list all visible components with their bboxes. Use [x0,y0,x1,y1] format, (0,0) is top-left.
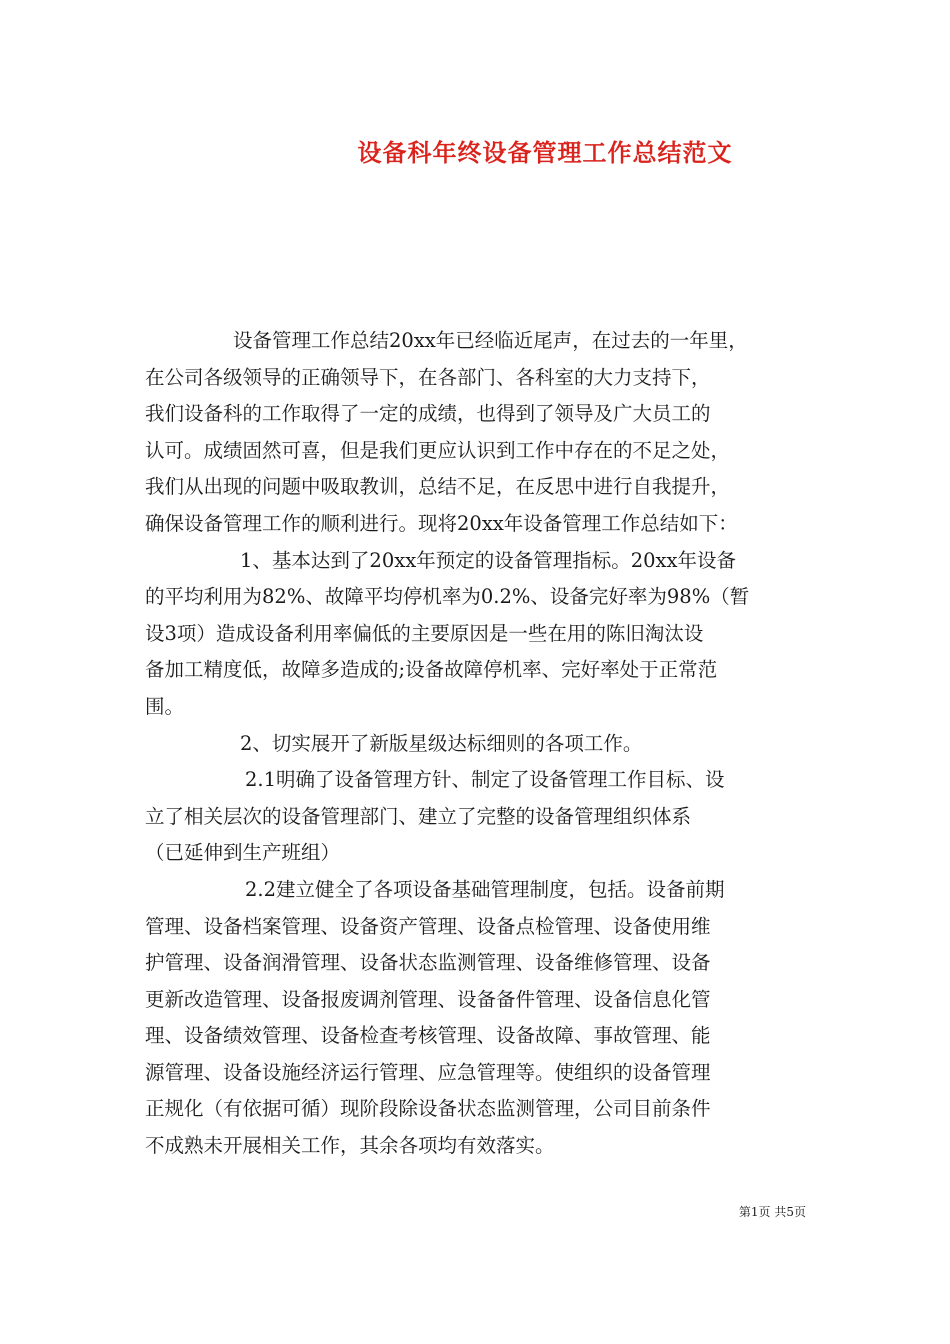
paragraph-item-2-1 [145,762,810,872]
text-line: 2.2建立健全了各项设备基础管理制度，包括。设备前期 [245,877,725,901]
text-line: 在公司各级领导的正确领导下，在各部门、各科室的大力支持下， [145,365,711,389]
text-line: 设3项）造成设备利用率偏低的主要原因是一些在用的陈旧淘汰设 [145,621,704,645]
text-line: 确保设备管理工作的顺利进行。现将20xx年设备管理工作总结如下： [145,511,738,535]
document-body [145,323,810,1165]
text-line: 1、基本达到了20xx年预定的设备管理指标。20xx年设备 [240,548,737,572]
paragraph-item-2-2 [145,872,810,1165]
text-line: （已延伸到生产班组） [145,841,341,865]
page-number-footer: 第1页 共5页 [738,1205,806,1219]
text-line: 我们设备科的工作取得了一定的成绩，也得到了领导及广大员工的 [145,402,711,426]
document-title: 设备科年终设备管理工作总结范文 [357,138,733,167]
text-line: 2.1明确了设备管理方针、制定了设备管理工作目标、设 [245,768,725,792]
text-line: 我们从出现的问题中吸取教训，总结不足，在反思中进行自我提升， [145,475,731,499]
text-line: 2、切实展开了新版星级达标细则的各项工作。 [240,731,643,755]
paragraph-intro [145,323,810,543]
text-line: 更新改造管理、设备报废调剂管理、设备备件管理、设备信息化管 [145,987,711,1011]
text-line: 源管理、设备设施经济运行管理、应急管理等。使组织的设备管理 [145,1060,711,1084]
text-line: 设备管理工作总结20xx年已经临近尾声，在过去的一年里， [233,329,748,352]
paragraph-item-2 [145,726,810,763]
text-line: 立了相关层次的设备管理部门、建立了完整的设备管理组织体系 [145,804,692,828]
text-line: 正规化（有依据可循）现阶段除设备状态监测管理，公司目前条件 [145,1097,711,1121]
paragraph-item-1 [145,543,810,726]
text-line: 不成熟未开展相关工作，其余各项均有效落实。 [145,1134,555,1158]
text-line: 的平均利用为82%、故障平均停机率为0.2%、设备完好率为98%（暂 [145,585,750,609]
text-line: 理、设备绩效管理、设备检查考核管理、设备故障、事故管理、能 [145,1024,711,1048]
text-line: 护管理、设备润滑管理、设备状态监测管理、设备维修管理、设备 [145,951,711,975]
text-line: 围。 [145,694,185,718]
text-line: 管理、设备档案管理、设备资产管理、设备点检管理、设备使用维 [145,914,711,938]
text-line: 认可。成绩固然可喜，但是我们更应认识到工作中存在的不足之处， [145,438,731,462]
text-line: 备加工精度低，故障多造成的;设备故障停机率、完好率处于正常范 [145,658,718,682]
